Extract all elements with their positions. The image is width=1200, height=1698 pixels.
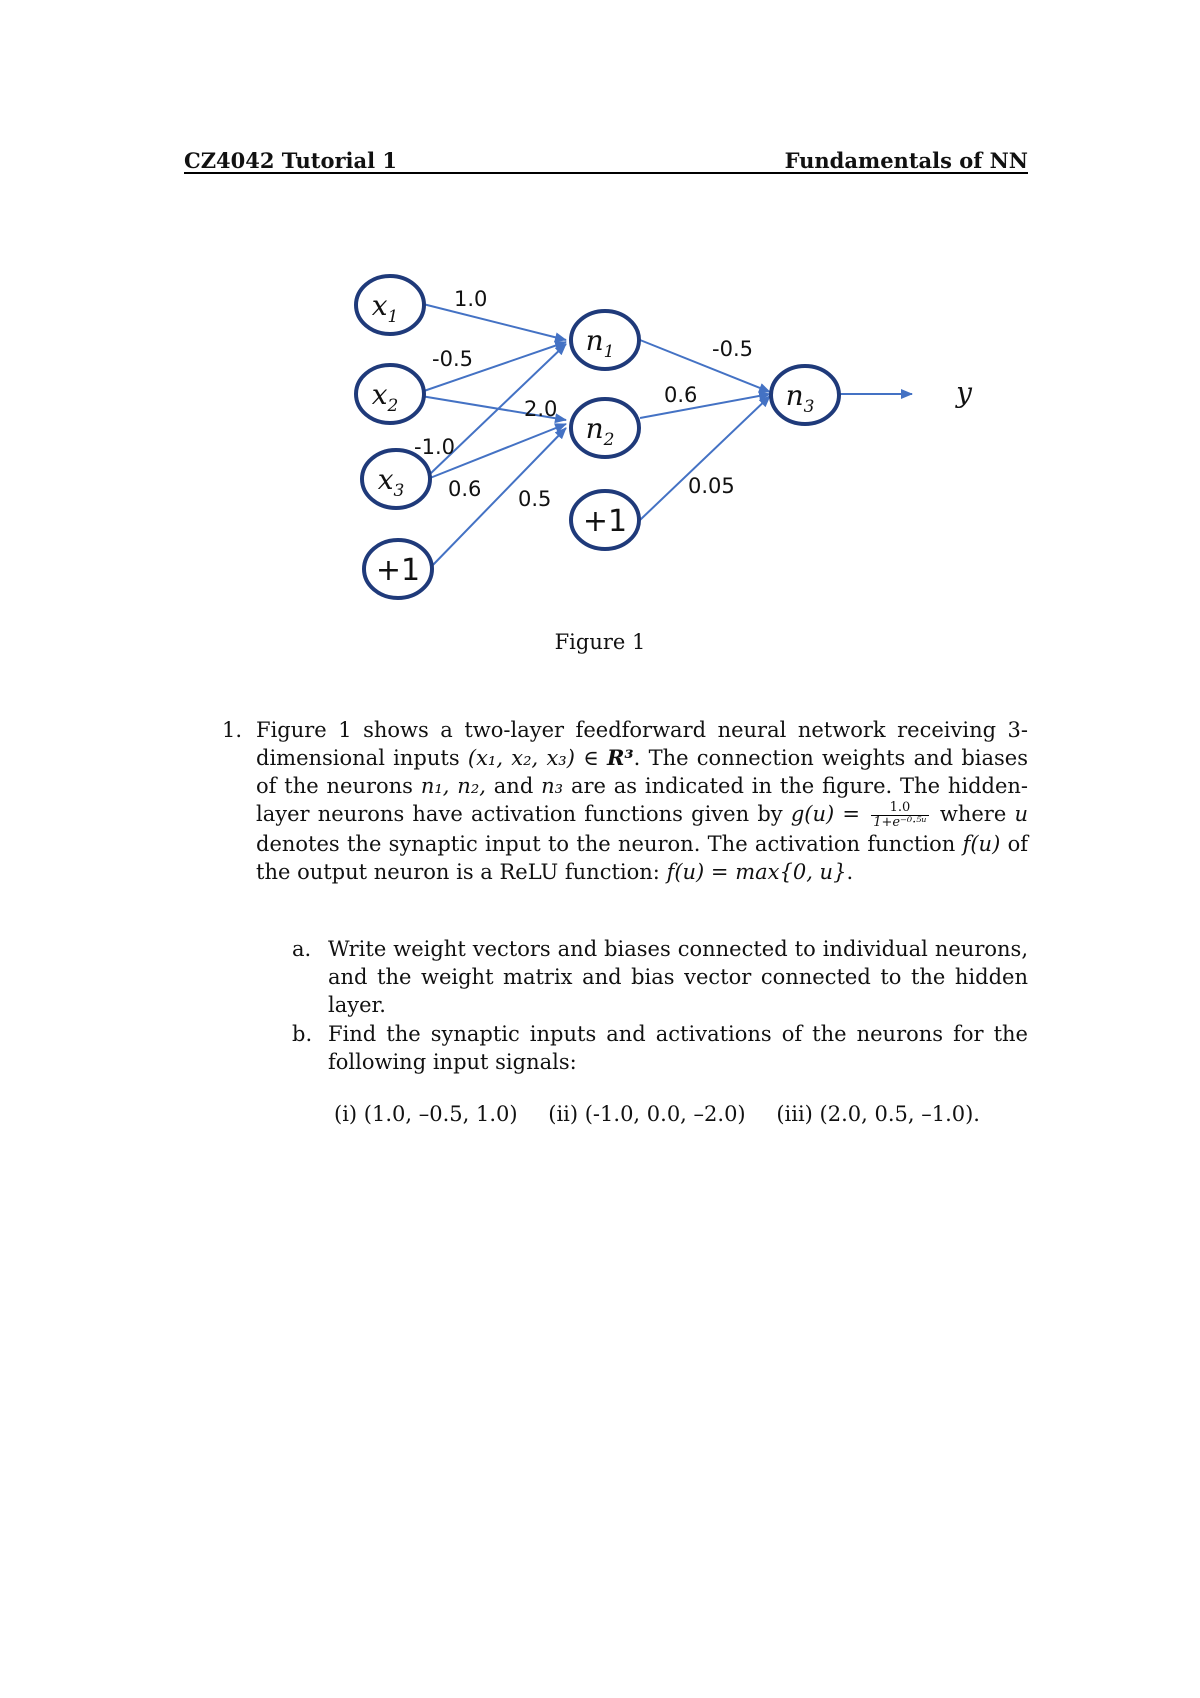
label-x3: $x_3$ xyxy=(377,463,405,501)
input-signal-ii: (ii) (-1.0, 0.0, –2.0) xyxy=(548,1102,746,1126)
question-text-5: denotes the synaptic input to the neuron. The activation function xyxy=(256,832,956,856)
label-x1: $x_1$ xyxy=(371,289,399,327)
question-text-end: . xyxy=(846,860,854,884)
label-output: y xyxy=(956,376,972,409)
question-text-and: and xyxy=(493,774,534,798)
input-signal-iii: (iii) (2.0, 0.5, –1.0). xyxy=(776,1102,980,1126)
neural-network-figure xyxy=(0,0,1200,640)
question-number: 1. xyxy=(222,718,243,742)
part-a-text: Write weight vectors and biases connected to individual neurons, and the weight matrix and bias vector connected to the hidden layer. xyxy=(328,937,1028,1017)
weight-n2-n3: 0.6 xyxy=(664,383,698,407)
question-text-4: where xyxy=(939,802,1007,826)
part-b-label: b. xyxy=(292,1022,313,1046)
part-b-text: Find the synaptic inputs and activations of the neurons for the following input signals: xyxy=(328,1022,1028,1074)
label-n3: $n_3$ xyxy=(785,379,815,417)
math-relu: f(u) = max{0, u} xyxy=(666,860,847,884)
label-n2: $n_2$ xyxy=(585,412,615,450)
section-title: Fundamentals of NN xyxy=(784,148,1028,173)
question-text-1: Figure 1 shows a two-layer feedforward neural network receiving 3-dimensional inputs xyxy=(256,718,1028,770)
weight-b-n3: 0.05 xyxy=(688,474,735,498)
weight-x2-n2: 2.0 xyxy=(524,397,558,421)
math-inputs: (x₁, x₂, x₃) ∈ xyxy=(467,746,599,770)
weight-x3-n1: -1.0 xyxy=(414,435,455,459)
math-real-space: R³ xyxy=(606,745,634,770)
question-text-6: of the output neuron is a ReLU function: xyxy=(256,832,1028,884)
question-text-2: . The connection weights and biases of the neurons xyxy=(256,746,1028,798)
math-n3: n₃ xyxy=(541,774,564,798)
weight-n1-n3: -0.5 xyxy=(712,337,753,361)
weight-x1-n1: 1.0 xyxy=(454,287,488,311)
label-n1: $n_1$ xyxy=(585,324,615,362)
label-bias-hidden: +1 xyxy=(582,504,628,539)
question-text-3: are as indicated in the figure. The hidden-layer neurons have activation functions given by xyxy=(256,774,1029,826)
part-a-label: a. xyxy=(292,937,312,961)
weight-b-n2: 0.5 xyxy=(518,487,552,511)
fraction-denominator: 1+e⁻⁰·⁵ᵘ xyxy=(873,815,927,830)
math-g-function: g(u) = xyxy=(790,802,860,826)
weight-x2-n1: -0.5 xyxy=(432,347,473,371)
math-u: u xyxy=(1014,802,1029,826)
question-body xyxy=(256,716,1028,886)
label-x2: $x_2$ xyxy=(371,378,399,416)
math-neurons: n₁, n₂, xyxy=(420,774,486,798)
fraction-numerator: 1.0 xyxy=(871,801,928,816)
figure-caption: Figure 1 xyxy=(554,630,646,654)
input-signal-i: (i) (1.0, –0.5, 1.0) xyxy=(334,1102,518,1126)
math-fraction xyxy=(871,801,928,830)
math-f-function: f(u) xyxy=(962,832,1001,856)
weight-x3-n2: 0.6 xyxy=(448,477,482,501)
input-signals xyxy=(334,1102,1004,1126)
label-bias-in: +1 xyxy=(375,553,421,588)
course-title: CZ4042 Tutorial 1 xyxy=(184,148,398,173)
edge-x1-n1 xyxy=(423,304,566,340)
